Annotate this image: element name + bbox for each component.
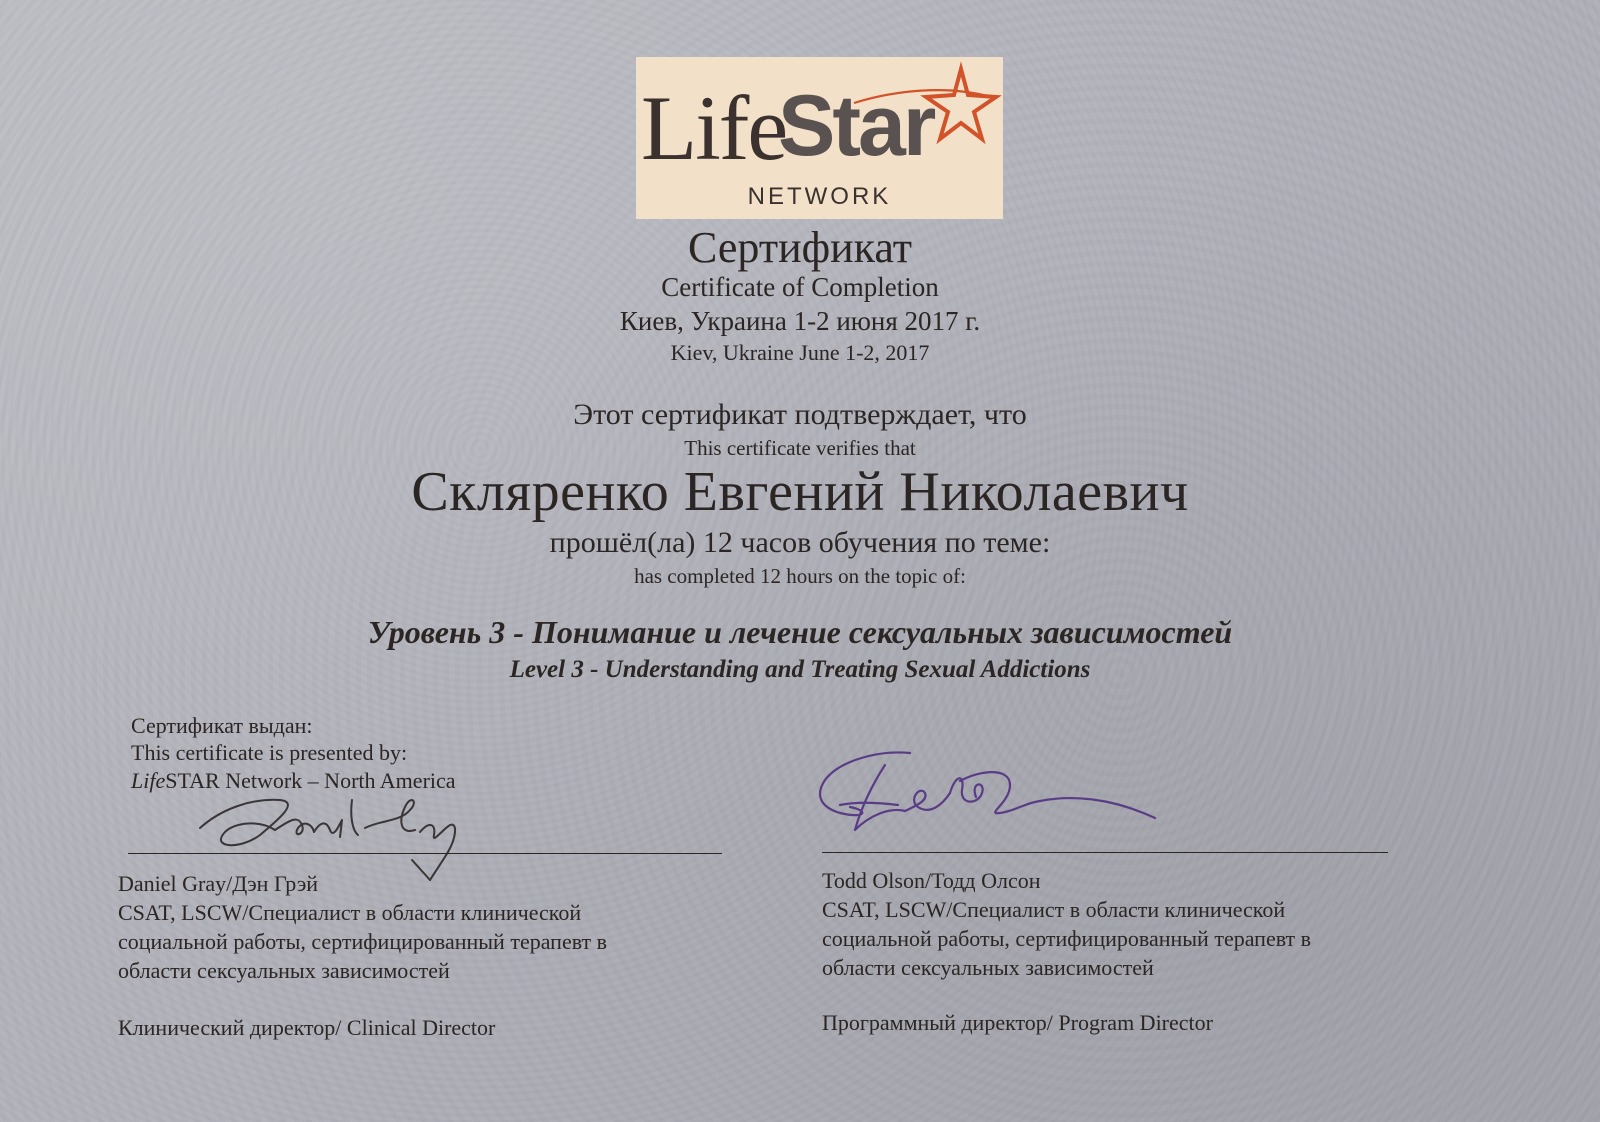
signature-line-left bbox=[128, 853, 722, 854]
certificate-subtitle: Certificate of Completion bbox=[661, 272, 939, 302]
signatory-credentials: социальной работы, сертифицированный терапевт в bbox=[118, 929, 608, 954]
presented-org-italic: Life bbox=[131, 768, 166, 793]
signatory-name: Todd Olson/Тодд Олсон bbox=[822, 868, 1041, 893]
signatory-name: Daniel Gray/Дэн Грэй bbox=[118, 871, 319, 896]
signatory-credentials: социальной работы, сертифицированный терапевт в bbox=[822, 926, 1312, 951]
certificate-title: Сертификат bbox=[688, 223, 912, 272]
presented-label-en: This certificate is presented by: bbox=[131, 740, 408, 765]
recipient-name: Скляренко Евгений Николаевич bbox=[411, 461, 1189, 523]
signatory-block-left bbox=[118, 869, 607, 985]
lifestar-logo bbox=[636, 57, 1003, 219]
topic-en: Level 3 - Understanding and Treating Sexual Addictions bbox=[509, 656, 1091, 683]
verifies-ru: Этот сертификат подтверждает, что bbox=[573, 398, 1027, 431]
topic-ru: Уровень 3 - Понимание и лечение сексуальных зависимостей bbox=[367, 614, 1233, 650]
signature-line-right bbox=[822, 852, 1388, 853]
signatory-role-left: Клинический директор/ Clinical Director bbox=[118, 1015, 496, 1040]
location-ru: Киев, Украина 1-2 июня 2017 г. bbox=[619, 306, 981, 336]
logo-text-life: Life bbox=[641, 77, 787, 179]
logo-text-network: NETWORK bbox=[747, 183, 892, 210]
signatory-credentials: области сексуальных зависимостей bbox=[822, 955, 1154, 980]
signatory-credentials: CSAT, LSCW/Специалист в области клинической bbox=[822, 897, 1286, 922]
completed-ru: прошёл(ла) 12 часов обучения по теме: bbox=[549, 526, 1051, 559]
logo-text-star: Star bbox=[778, 78, 934, 174]
completed-en: has completed 12 hours on the topic of: bbox=[634, 564, 966, 588]
signatory-role-right: Программный директор/ Program Director bbox=[822, 1010, 1213, 1035]
verifies-en: This certificate verifies that bbox=[684, 436, 916, 460]
presented-label-ru: Сертификат выдан: bbox=[131, 713, 313, 738]
signatory-credentials: области сексуальных зависимостей bbox=[118, 958, 450, 983]
signatory-block-right bbox=[822, 866, 1311, 982]
location-en: Kiev, Ukraine June 1-2, 2017 bbox=[670, 340, 930, 365]
signatory-credentials: CSAT, LSCW/Специалист в области клинической bbox=[118, 900, 582, 925]
signature-todd-olson bbox=[810, 745, 1170, 855]
presented-org-rest: STAR Network – North America bbox=[165, 768, 456, 793]
